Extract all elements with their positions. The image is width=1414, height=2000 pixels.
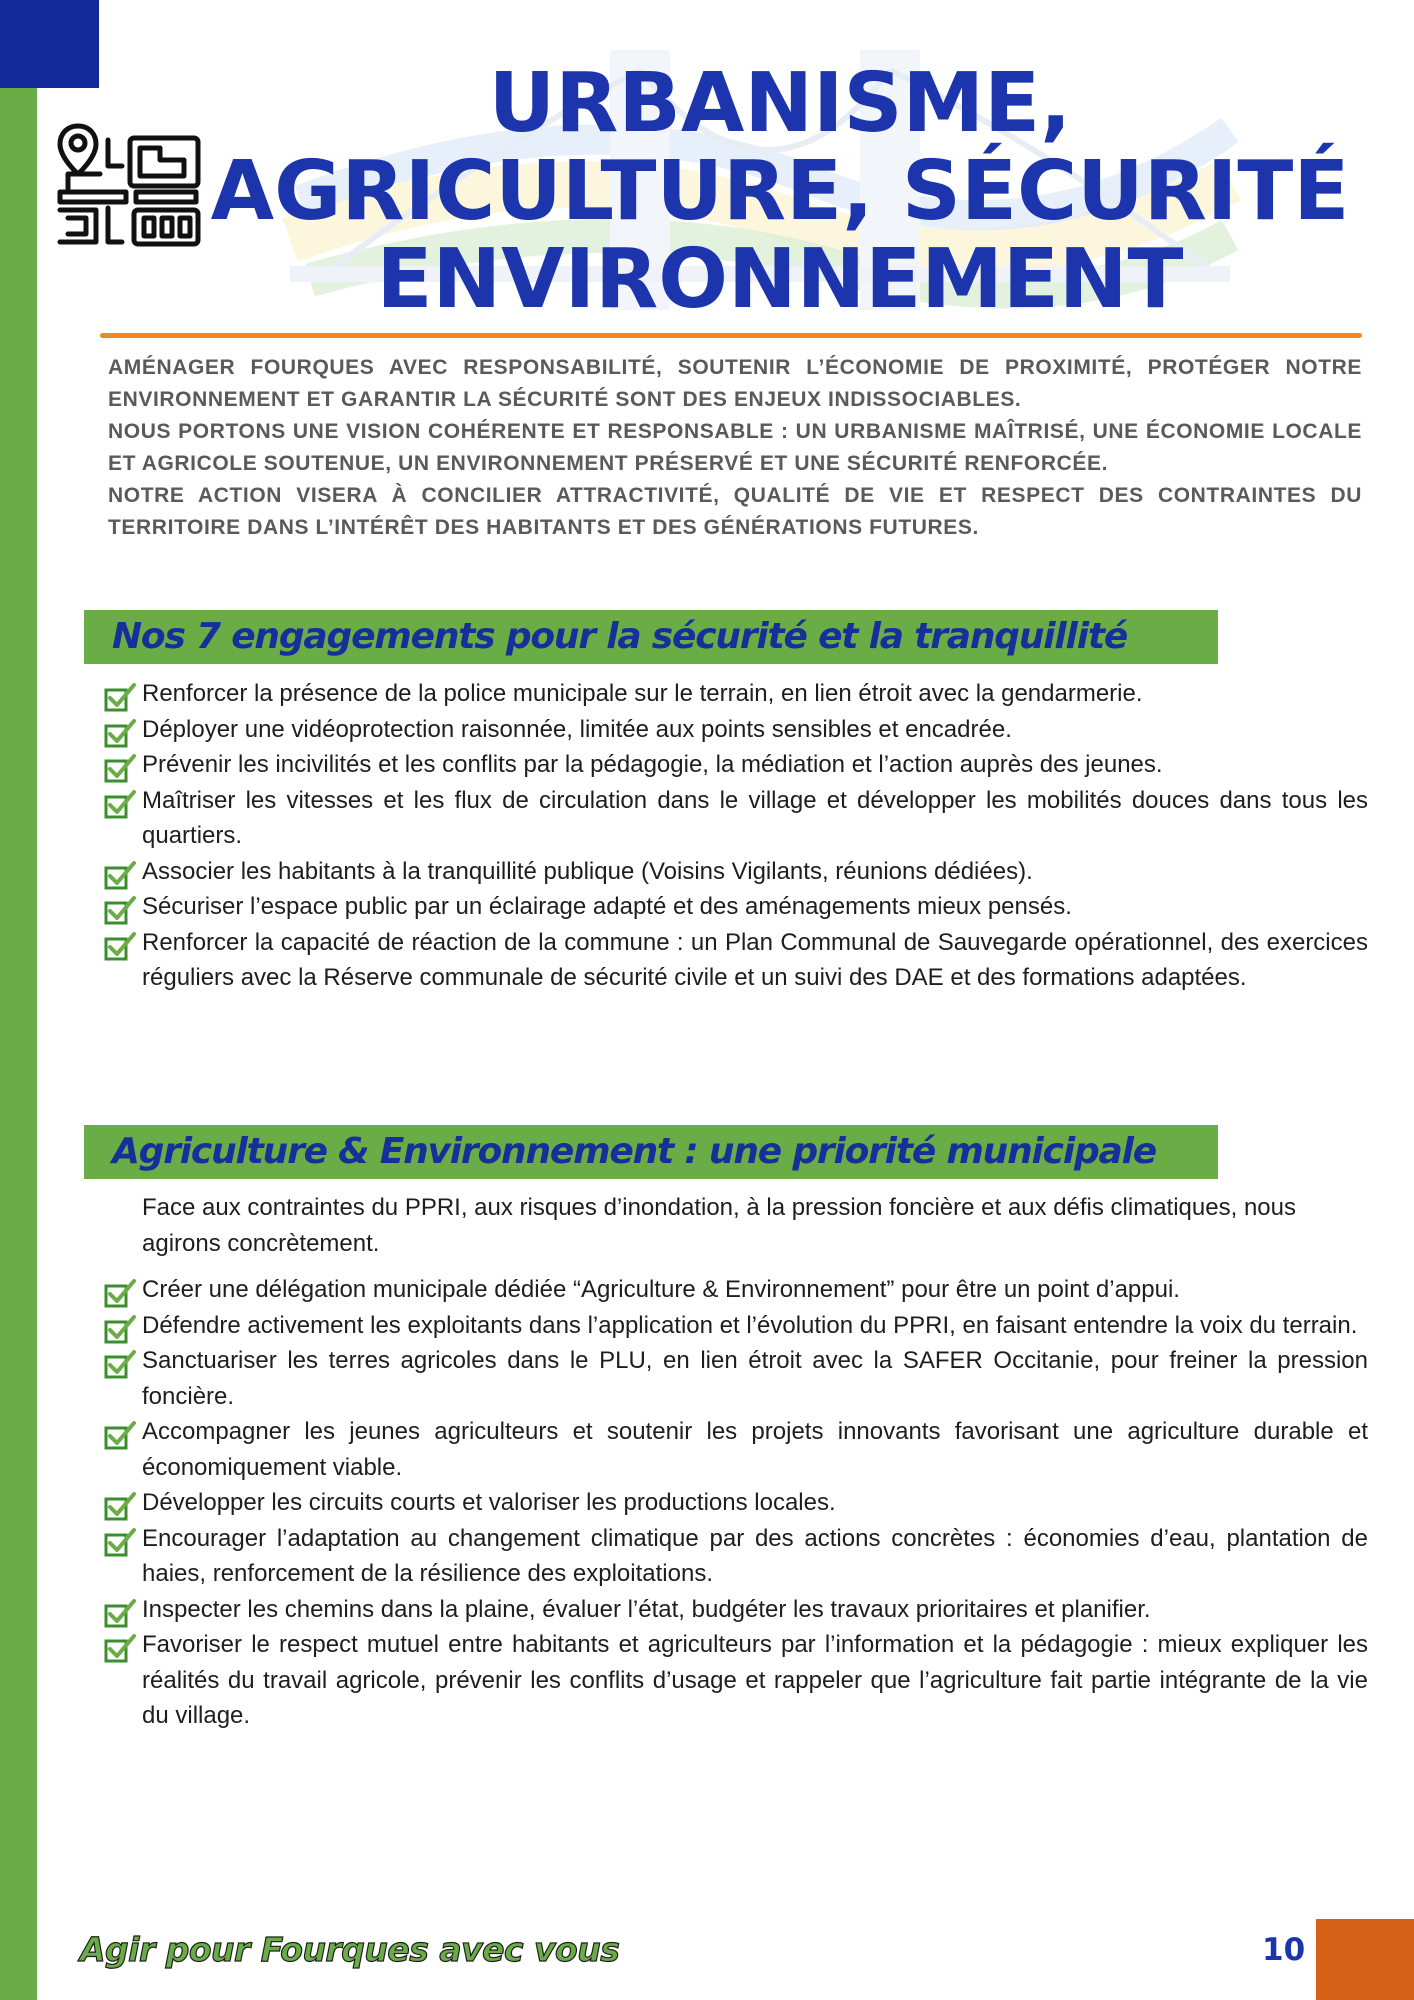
security-commitments-list bbox=[104, 676, 1368, 996]
checkbox-checked-icon bbox=[104, 1314, 136, 1344]
list-item-text: Favoriser le respect mutuel entre habitants et agriculteurs par l’information et la pédagogie : mieux expliquer les réalités du travail agricole, prévenir les conflits d’usage et rappeler que l’agriculture fait partie intégrante de la vie du village. bbox=[142, 1631, 1368, 1729]
checkbox-checked-icon bbox=[104, 931, 136, 961]
list-item-text: Prévenir les incivilités et les conflits par la pédagogie, la médiation et l’action auprès des jeunes. bbox=[142, 751, 1163, 778]
title-line: AGRICULTURE, SÉCURITÉ bbox=[210, 144, 1350, 239]
checkbox-checked-icon bbox=[104, 718, 136, 748]
list-item bbox=[104, 1343, 1368, 1414]
list-item-text: Créer une délégation municipale dédiée “Agriculture & Environnement” pour être un point d’appui. bbox=[142, 1276, 1180, 1303]
security-section-header bbox=[84, 610, 1218, 664]
list-item-text: Renforcer la présence de la police municipale sur le terrain, en lien étroit avec la gendarmerie. bbox=[142, 680, 1143, 707]
page-title bbox=[190, 56, 1370, 327]
list-item-text: Accompagner les jeunes agriculteurs et soutenir les projets innovants favorisant une agriculture durable et économiquement viable. bbox=[142, 1418, 1368, 1481]
intro-paragraph: NOUS PORTONS UNE VISION COHÉRENTE ET RESPONSABLE : UN URBANISME MAÎTRISÉ, UNE ÉCONOMIE LOCALE ET AGRICOLE SOUTENUE, UN ENVIRONNEMENT PRÉSERVÉ ET UNE SÉCURITÉ RENFORCÉE. bbox=[108, 420, 1362, 475]
list-item-text: Renforcer la capacité de réaction de la commune : un Plan Communal de Sauvegarde opérationnel, des exercices réguliers avec la Réserve communale de sécurité civile et un suivi des DAE et des formations adaptées. bbox=[142, 928, 1368, 991]
checkbox-checked-icon bbox=[104, 1598, 136, 1628]
list-item bbox=[104, 1414, 1368, 1485]
list-item bbox=[104, 1521, 1368, 1592]
list-item bbox=[104, 854, 1368, 890]
agriculture-lead-text: Face aux contraintes du PPRI, aux risques d’inondation, à la pression foncière et aux défis climatiques, nous agirons concrètement. bbox=[142, 1194, 1296, 1257]
list-item bbox=[104, 747, 1368, 783]
agriculture-section-header bbox=[84, 1125, 1218, 1179]
list-item-text: Sanctuariser les terres agricoles dans le PLU, en lien étroit avec la SAFER Occitanie, pour freiner la pression foncière. bbox=[142, 1347, 1368, 1410]
title-line: URBANISME, bbox=[488, 56, 1072, 151]
agriculture-section-title: Agriculture & Environnement : une priorité municipale bbox=[112, 1131, 1156, 1172]
checkbox-checked-icon bbox=[104, 1278, 136, 1308]
list-item bbox=[104, 925, 1368, 996]
list-item bbox=[104, 889, 1368, 925]
checkbox-checked-icon bbox=[104, 860, 136, 890]
list-item-text: Associer les habitants à la tranquillité publique (Voisins Vigilants, réunions dédiées). bbox=[142, 857, 1033, 885]
intro-text bbox=[108, 352, 1362, 544]
bottom-orange-square bbox=[1316, 1919, 1414, 2000]
list-item-text: Défendre activement les exploitants dans l’application et l’évolution du PPRI, en faisant entendre la voix du terrain. bbox=[142, 1311, 1358, 1339]
checkbox-checked-icon bbox=[104, 1633, 136, 1663]
intro-paragraph: NOTRE ACTION VISERA À CONCILIER ATTRACTIVITÉ, QUALITÉ DE VIE ET RESPECT DES CONTRAINTES DU TERRITOIRE DANS L’INTÉRÊT DES HABITANTS ET DES GÉNÉRATIONS FUTURES. bbox=[108, 484, 1362, 539]
checkbox-checked-icon bbox=[104, 1420, 136, 1450]
list-item-text: Déployer une vidéoprotection raisonnée, limitée aux points sensibles et encadrée. bbox=[142, 715, 1012, 743]
checkbox-checked-icon bbox=[104, 682, 136, 712]
list-item bbox=[104, 1627, 1368, 1734]
checkbox-checked-icon bbox=[104, 895, 136, 925]
list-item-text: Maîtriser les vitesses et les flux de circulation dans le village et développer les mobilités douces dans tous les quartiers. bbox=[142, 786, 1368, 849]
list-item-text: Inspecter les chemins dans la plaine, évaluer l’état, budgéter les travaux prioritaires et planifier. bbox=[142, 1595, 1151, 1623]
list-item-text: Encourager l’adaptation au changement climatique par des actions concrètes : économies d’eau, plantation de haies, renforcement de la résilience des exploitations. bbox=[142, 1524, 1368, 1587]
footer-slogan: Agir pour Fourques avec vous bbox=[80, 1930, 620, 1969]
intro-paragraph: AMÉNAGER FOURQUES AVEC RESPONSABILITÉ, SOUTENIR L’ÉCONOMIE DE PROXIMITÉ, PROTÉGER NOTRE ENVIRONNEMENT ET GARANTIR LA SÉCURITÉ SONT DES ENJEUX INDISSOCIABLES. bbox=[108, 356, 1362, 411]
left-green-bar bbox=[0, 0, 37, 2000]
title-line: ENVIRONNEMENT bbox=[376, 232, 1184, 327]
map-location-icon bbox=[56, 122, 202, 248]
list-item-text: Sécuriser l’espace public par un éclairage adapté et des aménagements mieux pensés. bbox=[142, 893, 1072, 920]
top-blue-square bbox=[0, 0, 99, 88]
list-item bbox=[104, 712, 1368, 748]
list-item bbox=[104, 1592, 1368, 1628]
title-underline bbox=[100, 333, 1362, 338]
page-number: 10 bbox=[1262, 1932, 1306, 1968]
list-item bbox=[104, 1485, 1368, 1521]
list-item bbox=[104, 783, 1368, 854]
agriculture-commitments-list bbox=[104, 1272, 1368, 1734]
list-item bbox=[104, 676, 1368, 712]
list-item bbox=[104, 1308, 1368, 1344]
checkbox-checked-icon bbox=[104, 1527, 136, 1557]
checkbox-checked-icon bbox=[104, 753, 136, 783]
checkbox-checked-icon bbox=[104, 1349, 136, 1379]
list-item bbox=[104, 1272, 1368, 1308]
list-item-text: Développer les circuits courts et valoriser les productions locales. bbox=[142, 1489, 836, 1516]
security-section-title: Nos 7 engagements pour la sécurité et la tranquillité bbox=[112, 616, 1128, 657]
checkbox-checked-icon bbox=[104, 1491, 136, 1521]
checkbox-checked-icon bbox=[104, 789, 136, 819]
